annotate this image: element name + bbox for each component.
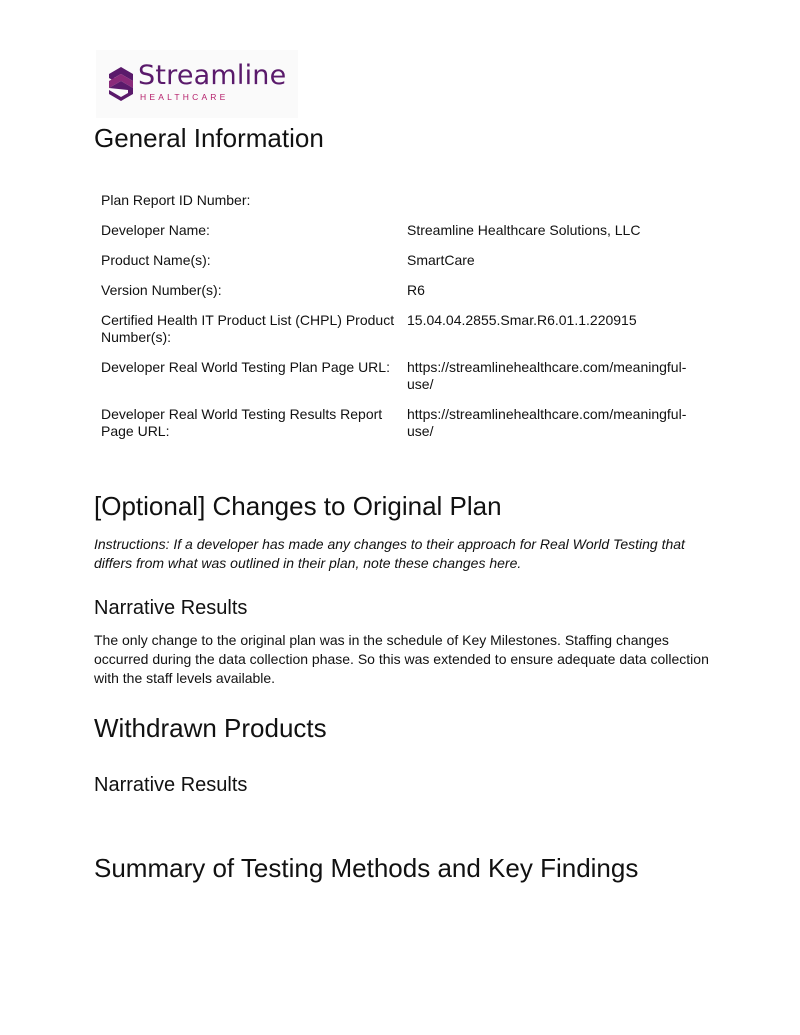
changes-instructions: Instructions: If a developer has made any changes to their approach for Real World Testing that differs from what was outlined in their plan, note these changes here. bbox=[94, 536, 685, 571]
changes-narrative-text: The only change to the original plan was in the schedule of Key Milestones. Staffing changes occurred during the data collection phase. So this was extended to ensure adequate data collection with the staff levels available. bbox=[94, 632, 709, 686]
summary-heading: Summary of Testing Methods and Key Findings bbox=[94, 853, 639, 883]
version-number-label: Version Number(s): bbox=[101, 282, 222, 298]
general-information-heading: General Information bbox=[94, 123, 324, 153]
results-page-url-value: https://streamlinehealthcare.com/meaningful-use/ bbox=[407, 406, 687, 439]
logo-wordmark: Streamline bbox=[138, 60, 287, 91]
withdrawn-products-heading: Withdrawn Products bbox=[94, 713, 327, 743]
table-row bbox=[101, 252, 711, 269]
table-row bbox=[101, 359, 711, 393]
general-information-table bbox=[101, 192, 711, 453]
table-row bbox=[101, 192, 711, 209]
developer-name-value: Streamline Healthcare Solutions, LLC bbox=[407, 222, 641, 238]
logo-subtitle: HEALTHCARE bbox=[140, 92, 229, 102]
plan-report-id-label: Plan Report ID Number: bbox=[101, 192, 251, 208]
withdrawn-narrative-subheading: Narrative Results bbox=[94, 774, 248, 796]
version-number-value: R6 bbox=[407, 282, 425, 298]
table-row bbox=[101, 222, 711, 239]
changes-narrative-subheading: Narrative Results bbox=[94, 597, 248, 619]
logo-mark-icon bbox=[108, 66, 134, 102]
table-row bbox=[101, 406, 711, 440]
plan-report-id-value bbox=[407, 192, 707, 209]
table-row bbox=[101, 282, 711, 299]
results-page-url-label: Developer Real World Testing Results Report Page URL: bbox=[101, 406, 383, 439]
chpl-number-value: 15.04.04.2855.Smar.R6.01.1.220915 bbox=[407, 312, 637, 328]
product-name-label: Product Name(s): bbox=[101, 252, 211, 268]
changes-heading: [Optional] Changes to Original Plan bbox=[94, 491, 502, 521]
product-name-value: SmartCare bbox=[407, 252, 475, 268]
developer-name-label: Developer Name: bbox=[101, 222, 210, 238]
plan-page-url-value: https://streamlinehealthcare.com/meaningful-use/ bbox=[407, 359, 687, 392]
company-logo bbox=[96, 50, 298, 118]
chpl-number-label: Certified Health IT Product List (CHPL) Product Number(s): bbox=[101, 312, 395, 345]
plan-page-url-label: Developer Real World Testing Plan Page URL: bbox=[101, 359, 390, 375]
table-row bbox=[101, 312, 711, 346]
